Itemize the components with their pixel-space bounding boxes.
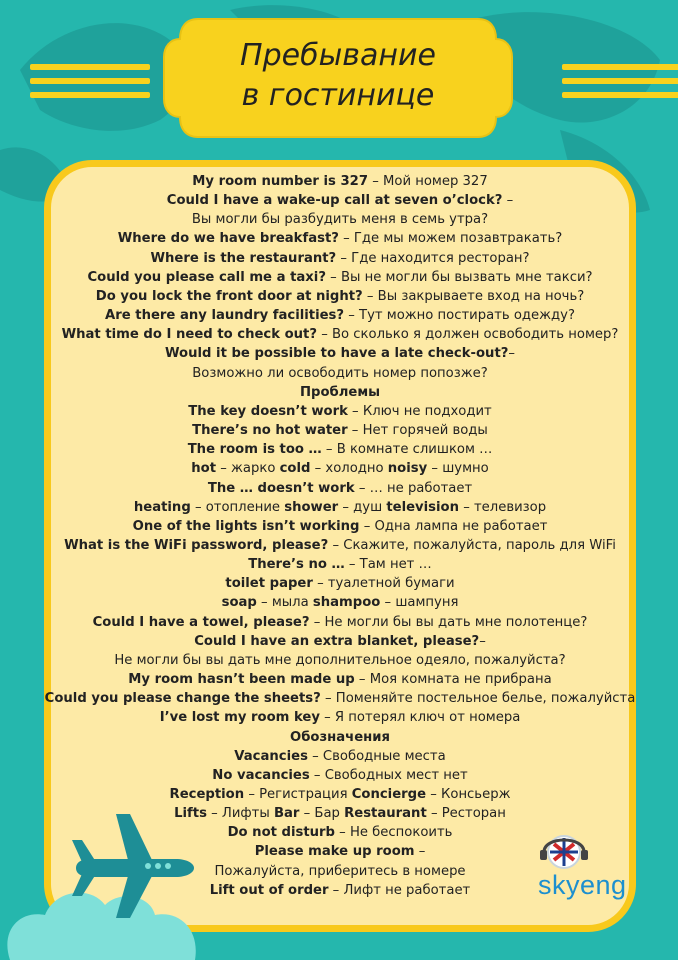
phrase-term: Restaurant [344, 806, 427, 822]
phrase-term: What is the WiFi password, please? [64, 537, 329, 553]
phrase-term: Could you please call me a taxi? [87, 269, 326, 285]
phrase-term: Lifts [174, 806, 207, 822]
phrase-translation: – [502, 193, 514, 209]
phrase-term: noisy [387, 461, 428, 477]
phrase-translation: – холодно [310, 461, 388, 477]
phrase-line [44, 708, 636, 727]
phrase-translation: – Бар [299, 806, 345, 822]
phrase-term: cold [279, 461, 311, 477]
phrase-translation: – Не беспокоить [334, 825, 453, 841]
phrase-term: Where do we have breakfast? [117, 231, 339, 247]
phrase-term: Concierge [351, 787, 427, 802]
phrase-line [44, 306, 636, 325]
phrase-translation: – отопление [190, 499, 285, 515]
phrase-line [44, 555, 636, 574]
phrase-translation: – Скажите, пожалуйста, пароль для WiFi [328, 537, 616, 553]
phrase-translation: – шампуня [380, 595, 459, 611]
phrase-line [44, 191, 636, 210]
phrase-translation: – шумно [427, 461, 489, 477]
decor-stripes-right [562, 64, 678, 106]
page-title [160, 36, 516, 116]
phrase-translation: – жарко [216, 461, 280, 477]
phrase-term: Vacancies [234, 748, 308, 764]
phrase-line [44, 766, 636, 785]
phrase-line [44, 574, 636, 593]
phrase-line [44, 249, 636, 268]
phrase-line [44, 402, 636, 421]
brand-name: skyeng [538, 870, 627, 900]
phrase-translation: – В комнате слишком … [321, 442, 493, 458]
phrase-line [44, 459, 636, 478]
phrase-term: toilet paper [225, 576, 313, 592]
phrase-term: The key doesn’t work [188, 403, 348, 419]
phrase-line [44, 421, 636, 440]
title-line-1: Пребывание [240, 38, 436, 73]
phrase-term: My room number is 327 [192, 174, 369, 189]
phrase-translation: – Лифты [206, 806, 274, 822]
phrase-translation: – Тут можно постирать одежду? [344, 308, 575, 324]
phrase-term: What time do I need to check out? [61, 327, 318, 343]
phrase-translation: – [508, 346, 515, 362]
phrase-line [44, 651, 636, 670]
title-line-2: в гостинице [241, 78, 435, 113]
phrase-term: Do you lock the front door at night? [95, 288, 363, 304]
phrase-line [44, 268, 636, 287]
phrase-translation: Возможно ли освободить номер попозже? [192, 365, 488, 381]
phrase-term: Could I have an extra blanket, please? [194, 633, 480, 649]
phrase-translation: – Где находится ресторан? [336, 250, 530, 266]
phrase-translation: – Нет горячей воды [347, 423, 488, 439]
phrase-translation: – Моя комната не прибрана [354, 672, 552, 688]
phrase-term: Reception [169, 787, 245, 802]
phrase-line [44, 440, 636, 459]
phrase-line [44, 172, 636, 191]
phrase-term: Where is the restaurant? [150, 250, 337, 266]
phrase-line [44, 287, 636, 306]
phrase-line [44, 536, 636, 555]
phrase-translation: Пожалуйста, приберитесь в номере [214, 863, 466, 879]
phrase-line [44, 728, 636, 747]
phrase-line [44, 747, 636, 766]
phrase-translation: – туалетной бумаги [312, 576, 455, 592]
phrase-translation: – Не могли бы вы дать мне полотенце? [309, 614, 588, 630]
phrase-term: I’ve lost my room key [159, 710, 320, 726]
phrase-line [44, 344, 636, 363]
phrase-line [44, 670, 636, 689]
phrase-term: television [386, 499, 459, 515]
phrase-term: Would it be possible to have a late check-out? [164, 346, 509, 362]
phrase-term: The … doesn’t work [207, 480, 355, 496]
phrase-translation: – Мой номер 327 [368, 174, 488, 189]
phrase-term: Could I have a wake-up call at seven o’clock? [166, 193, 503, 209]
phrase-term: shampoo [312, 595, 381, 611]
phrase-translation: – Консьерж [426, 787, 511, 802]
phrase-term: Could you please change the sheets? [44, 691, 321, 707]
phrase-translation: – Во сколько я должен освободить номер? [317, 327, 619, 343]
phrase-translation: – Ресторан [426, 806, 506, 822]
phrase-term: Проблемы [299, 384, 381, 400]
phrase-line [44, 498, 636, 517]
phrase-line [44, 229, 636, 248]
phrase-translation: – Я потерял ключ от номера [319, 710, 521, 726]
phrase-translation: Вы могли бы разбудить меня в семь утра? [191, 212, 489, 228]
phrase-term: shower [284, 499, 339, 515]
phrase-translation: – … не работает [354, 480, 473, 496]
phrase-line [44, 364, 636, 383]
phrase-translation: – Лифт не работает [328, 882, 471, 898]
phrase-translation: – Ключ не подходит [347, 403, 492, 419]
phrase-line [44, 632, 636, 651]
phrase-term: Could I have a towel, please? [92, 614, 310, 630]
phrase-line [44, 383, 636, 402]
phrase-term: soap [221, 595, 257, 611]
phrase-translation: – Поменяйте постельное белье, пожалуйста [320, 691, 636, 707]
phrase-term: There’s no … [248, 557, 345, 573]
phrase-translation: – [479, 633, 486, 649]
decor-stripes-left [30, 64, 150, 106]
phrase-list [44, 172, 636, 900]
phrase-line [44, 613, 636, 632]
phrase-translation: – душ [338, 499, 387, 515]
phrase-term: heating [133, 499, 191, 515]
phrase-term: Обозначения [290, 729, 390, 745]
phrase-term: Do not disturb [227, 825, 335, 841]
phrase-line [44, 785, 636, 804]
phrase-translation: – Одна лампа не работает [359, 518, 548, 534]
phrase-translation: – Вы закрываете вход на ночь? [362, 288, 585, 304]
phrase-term: Bar [273, 806, 300, 822]
phrase-translation: – Там нет … [344, 557, 432, 573]
phrase-translation: – Вы не могли бы вызвать мне такси? [325, 269, 593, 285]
phrase-term: Are there any laundry facilities? [105, 308, 345, 324]
phrase-term: Lift out of order [209, 882, 329, 898]
phrase-line [44, 210, 636, 229]
phrase-term: The room is too … [187, 442, 322, 458]
phrase-line [44, 689, 636, 708]
skyeng-logo-icon [530, 830, 610, 870]
airplane-icon [68, 810, 198, 920]
phrase-translation: – Где мы можем позавтракать? [338, 231, 563, 247]
phrase-translation: Не могли бы вы дать мне дополнительное одеяло, пожалуйста? [114, 652, 566, 668]
phrase-line [44, 593, 636, 612]
phrase-term: Please make up room [254, 844, 415, 860]
phrase-term: No vacancies [212, 767, 310, 783]
phrase-term: My room hasn’t been made up [128, 672, 355, 688]
phrase-translation: – Регистрация [244, 787, 352, 802]
phrase-line [44, 517, 636, 536]
phrase-term: There’s no hot water [192, 423, 348, 439]
phrase-line [44, 325, 636, 344]
phrase-term: One of the lights isn’t working [132, 518, 360, 534]
phrase-translation: – [414, 844, 426, 860]
phrase-line [44, 479, 636, 498]
phrase-translation: – Свободных мест нет [309, 767, 468, 783]
phrase-translation: – телевизор [459, 499, 547, 515]
phrase-term: hot [191, 461, 217, 477]
phrase-translation: – Свободные места [307, 748, 446, 764]
phrase-translation: – мыла [256, 595, 313, 611]
